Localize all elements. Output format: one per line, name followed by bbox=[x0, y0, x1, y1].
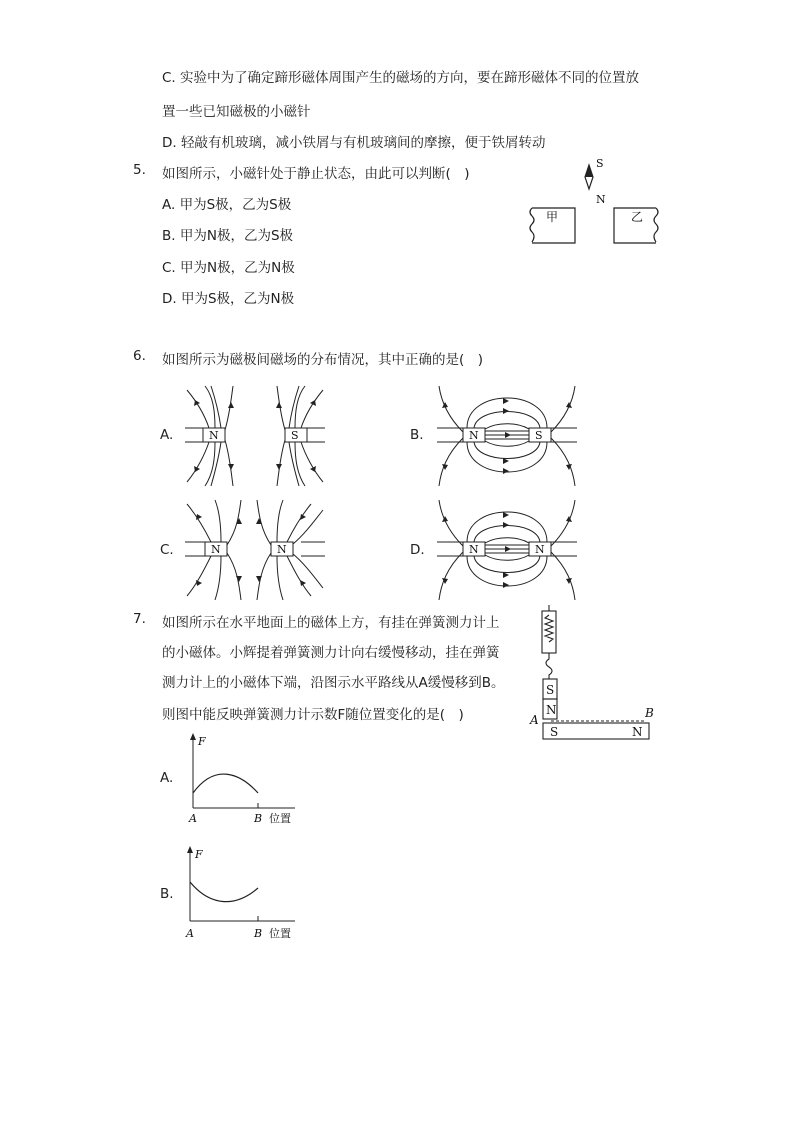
graph-a-xlabel: 位置 bbox=[269, 812, 291, 825]
q4-option-c-line2: 置一些已知磁极的小磁针 bbox=[162, 104, 311, 120]
q6-option-a-label: A. bbox=[160, 427, 174, 443]
q5-stem: 如图所示，小磁针处于静止状态，由此可以判断( ) bbox=[162, 166, 470, 182]
q6-figure-b bbox=[437, 386, 577, 486]
big-magnet-s: S bbox=[550, 725, 559, 739]
q5-option-b: B. 甲为N极，乙为S极 bbox=[162, 228, 294, 244]
q7-figure bbox=[528, 603, 658, 743]
needle-tip bbox=[585, 165, 593, 177]
pole-c-right: N bbox=[277, 543, 287, 556]
small-magnet-n: N bbox=[546, 703, 557, 717]
pole-b-right: S bbox=[535, 429, 543, 442]
graph-b-xlabel: 位置 bbox=[269, 927, 291, 940]
q7-stem-line4: 则图中能反映弹簧测力计示数F随位置变化的是( ) bbox=[162, 707, 464, 723]
magnet-jia-label: 甲 bbox=[546, 210, 559, 224]
q5-option-a: A. 甲为S极，乙为S极 bbox=[162, 197, 292, 213]
q7-option-b-label: B. bbox=[160, 886, 174, 902]
graph-b-y: F bbox=[195, 848, 203, 861]
pole-b-left: N bbox=[469, 429, 479, 442]
q7-option-a-label: A. bbox=[160, 770, 174, 786]
needle-top-label: S bbox=[596, 157, 604, 170]
q5-option-c: C. 甲为N极，乙为N极 bbox=[162, 260, 295, 276]
q7-graph-a bbox=[185, 733, 315, 833]
q7-stem-line3: 测力计上的小磁体下端，沿图示水平路线从A缓慢移到B。 bbox=[162, 675, 505, 691]
needle-bottom-label: N bbox=[596, 193, 606, 206]
q5-option-d: D. 甲为S极，乙为N极 bbox=[162, 291, 295, 307]
point-a: A bbox=[530, 713, 539, 727]
point-b: B bbox=[645, 706, 654, 720]
q7-stem-line1: 如图所示在水平地面上的磁体上方，有挂在弹簧测力计上 bbox=[162, 615, 500, 631]
q7-graph-b bbox=[185, 846, 315, 946]
graph-b-start: A bbox=[186, 927, 194, 940]
q5-number: 5. bbox=[133, 162, 146, 178]
pole-a-right: S bbox=[291, 429, 299, 442]
q6-option-c-label: C. bbox=[160, 542, 174, 558]
q6-option-b-label: B. bbox=[410, 427, 424, 443]
q6-option-d-label: D. bbox=[410, 542, 425, 558]
pole-d-left: N bbox=[469, 543, 479, 556]
q4-option-d: D. 轻敲有机玻璃，减小铁屑与有机玻璃间的摩擦，便于铁屑转动 bbox=[162, 135, 546, 151]
q4-option-c-line1: C. 实验中为了确定蹄形磁体周围产生的磁场的方向，要在蹄形磁体不同的位置放 bbox=[162, 70, 640, 86]
q6-figure-d bbox=[437, 500, 577, 600]
q7-stem-line2: 的小磁体。小辉提着弹簧测力计向右缓慢移动，挂在弹簧 bbox=[162, 645, 500, 661]
magnet-yi-label: 乙 bbox=[631, 210, 644, 224]
q6-number: 6. bbox=[133, 348, 146, 364]
graph-a-end: B bbox=[254, 812, 263, 825]
graph-a-start: A bbox=[189, 812, 197, 825]
q6-figure-c bbox=[185, 500, 325, 600]
small-magnet-s: S bbox=[546, 683, 555, 697]
graph-b-end: B bbox=[254, 927, 263, 940]
q5-figure bbox=[520, 155, 670, 255]
curve-b bbox=[190, 882, 258, 902]
curve-a bbox=[193, 774, 258, 793]
pole-d-right: N bbox=[535, 543, 545, 556]
q6-figure-a bbox=[185, 386, 325, 486]
q6-stem: 如图所示为磁极间磁场的分布情况，其中正确的是( ) bbox=[162, 352, 484, 368]
pole-a-left: N bbox=[209, 429, 219, 442]
q7-number: 7. bbox=[133, 611, 146, 627]
pole-c-left: N bbox=[211, 543, 221, 556]
graph-a-y: F bbox=[198, 735, 206, 748]
big-magnet-n: N bbox=[632, 725, 643, 739]
